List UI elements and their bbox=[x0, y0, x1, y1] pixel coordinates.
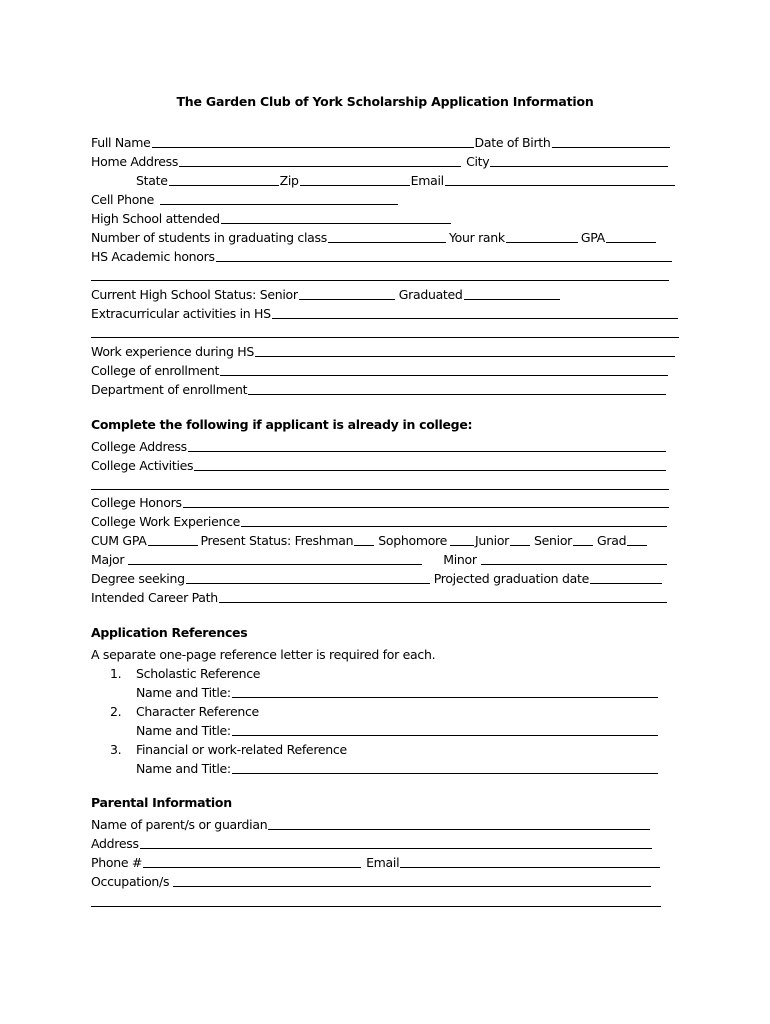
freshman-field[interactable] bbox=[354, 533, 374, 546]
state-label: State bbox=[136, 173, 168, 188]
junior-label: Junior bbox=[475, 533, 510, 548]
parent-phone-field[interactable] bbox=[143, 855, 361, 868]
career-path-label: Intended Career Path bbox=[91, 590, 218, 605]
references-heading: Application References bbox=[91, 625, 248, 640]
grad-label: Grad bbox=[597, 533, 627, 548]
college-honors-field[interactable] bbox=[183, 495, 669, 508]
grad-field[interactable] bbox=[627, 533, 647, 546]
home-address-label: Home Address bbox=[91, 154, 179, 169]
gpa-field[interactable] bbox=[606, 230, 656, 243]
cell-phone-label: Cell Phone bbox=[91, 192, 155, 207]
parent-occupation-continuation-line[interactable] bbox=[91, 906, 661, 907]
reference-1-name-field[interactable] bbox=[232, 685, 658, 698]
college-honors-label: College Honors bbox=[91, 495, 182, 510]
college-enrollment-row bbox=[91, 359, 669, 378]
minor-label: Minor bbox=[443, 552, 477, 567]
parent-occupation-field[interactable] bbox=[173, 874, 651, 887]
college-address-row bbox=[91, 435, 667, 454]
extracurricular-field[interactable] bbox=[272, 306, 678, 319]
college-activities-label: College Activities bbox=[91, 458, 194, 473]
reference-1-label: Scholastic Reference bbox=[136, 666, 261, 681]
city-label: City bbox=[466, 154, 490, 169]
reference-3-number: 3. bbox=[110, 742, 122, 757]
parent-address-field[interactable] bbox=[140, 836, 652, 849]
major-label: Major bbox=[91, 552, 125, 567]
reference-3 bbox=[110, 738, 347, 757]
hs-status-row bbox=[91, 283, 561, 302]
parent-name-label: Name of parent/s or guardian bbox=[91, 817, 268, 832]
num-students-label: Number of students in graduating class bbox=[91, 230, 327, 245]
college-work-field[interactable] bbox=[241, 514, 667, 527]
parent-occupation-label: Occupation/s bbox=[91, 874, 170, 889]
zip-label: Zip bbox=[279, 173, 299, 188]
email-label: Email bbox=[410, 173, 444, 188]
projected-graduation-label: Projected graduation date bbox=[433, 571, 589, 586]
parent-name-row bbox=[91, 813, 651, 832]
sophomore-field[interactable] bbox=[450, 533, 474, 546]
sophomore-label: Sophomore bbox=[378, 533, 448, 548]
college-address-field[interactable] bbox=[188, 439, 666, 452]
zip-field[interactable] bbox=[300, 173, 410, 186]
city-field[interactable] bbox=[490, 154, 668, 167]
degree-seeking-field[interactable] bbox=[186, 571, 430, 584]
college-address-label: College Address bbox=[91, 439, 187, 454]
college-activities-field[interactable] bbox=[194, 458, 666, 471]
college-work-row bbox=[91, 510, 668, 529]
state-field[interactable] bbox=[169, 173, 279, 186]
parent-occupation-row bbox=[91, 870, 652, 889]
extracurricular-row bbox=[91, 302, 679, 321]
college-activities-continuation-line[interactable] bbox=[91, 489, 669, 490]
department-enrollment-label: Department of enrollment bbox=[91, 382, 248, 397]
college-enrollment-field[interactable] bbox=[220, 363, 668, 376]
date-of-birth-label: Date of Birth bbox=[474, 135, 551, 150]
high-school-row bbox=[91, 207, 452, 226]
reference-3-name-label: Name and Title: bbox=[136, 761, 231, 776]
graduated-field[interactable] bbox=[464, 287, 560, 300]
hs-honors-row bbox=[91, 245, 673, 264]
num-students-field[interactable] bbox=[328, 230, 446, 243]
full-name-field[interactable] bbox=[152, 135, 474, 148]
department-enrollment-field[interactable] bbox=[248, 382, 666, 395]
college-enrollment-label: College of enrollment bbox=[91, 363, 220, 378]
extracurricular-label: Extracurricular activities in HS bbox=[91, 306, 271, 321]
degree-seeking-label: Degree seeking bbox=[91, 571, 185, 586]
junior-field[interactable] bbox=[510, 533, 530, 546]
reference-3-name-row bbox=[136, 757, 659, 776]
cell-phone-row bbox=[91, 188, 399, 207]
form-title: The Garden Club of York Scholarship Application Information bbox=[176, 94, 594, 109]
work-experience-field[interactable] bbox=[255, 344, 675, 357]
parental-heading: Parental Information bbox=[91, 795, 232, 810]
present-status-row bbox=[91, 529, 648, 548]
full-name-label: Full Name bbox=[91, 135, 151, 150]
minor-field[interactable] bbox=[481, 552, 667, 565]
senior-label: Senior bbox=[534, 533, 573, 548]
home-address-field[interactable] bbox=[179, 154, 461, 167]
references-note-text: A separate one-page reference letter is required for each. bbox=[91, 647, 436, 662]
hs-status-label: Current High School Status: Senior bbox=[91, 287, 298, 302]
class-rank-row bbox=[91, 226, 657, 245]
hs-senior-field[interactable] bbox=[299, 287, 395, 300]
your-rank-label: Your rank bbox=[448, 230, 505, 245]
work-experience-row bbox=[91, 340, 676, 359]
email-field[interactable] bbox=[445, 173, 675, 186]
hs-honors-label: HS Academic honors bbox=[91, 249, 215, 264]
reference-1 bbox=[110, 662, 260, 681]
state-zip-email-row bbox=[136, 169, 676, 188]
parent-name-field[interactable] bbox=[268, 817, 650, 830]
reference-2-name-field[interactable] bbox=[232, 723, 658, 736]
references-note bbox=[91, 643, 435, 662]
your-rank-field[interactable] bbox=[506, 230, 578, 243]
home-address-row bbox=[91, 150, 669, 169]
college-section-heading: Complete the following if applicant is already in college: bbox=[91, 417, 473, 432]
reference-1-name-row bbox=[136, 681, 659, 700]
projected-graduation-field[interactable] bbox=[590, 571, 662, 584]
parent-phone-label: Phone # bbox=[91, 855, 143, 870]
college-work-label: College Work Experience bbox=[91, 514, 241, 529]
extracurricular-continuation-line[interactable] bbox=[91, 337, 679, 338]
present-status-label: Present Status: Freshman bbox=[200, 533, 354, 548]
cell-phone-field[interactable] bbox=[160, 192, 398, 205]
department-enrollment-row bbox=[91, 378, 667, 397]
gpa-label: GPA bbox=[580, 230, 605, 245]
cum-gpa-field[interactable] bbox=[148, 533, 198, 546]
reference-3-name-field[interactable] bbox=[232, 761, 658, 774]
full-name-row bbox=[91, 131, 671, 150]
hs-honors-field[interactable] bbox=[216, 249, 672, 262]
degree-row bbox=[91, 567, 663, 586]
senior-field[interactable] bbox=[573, 533, 593, 546]
career-path-field[interactable] bbox=[219, 590, 667, 603]
cum-gpa-label: CUM GPA bbox=[91, 533, 147, 548]
reference-2-number: 2. bbox=[110, 704, 122, 719]
major-field[interactable] bbox=[128, 552, 422, 565]
reference-1-number: 1. bbox=[110, 666, 122, 681]
major-minor-row bbox=[91, 548, 668, 567]
reference-3-label: Financial or work-related Reference bbox=[136, 742, 347, 757]
graduated-label: Graduated bbox=[398, 287, 463, 302]
high-school-label: High School attended bbox=[91, 211, 220, 226]
parent-email-field[interactable] bbox=[400, 855, 660, 868]
reference-2-name-row bbox=[136, 719, 659, 738]
reference-2-label: Character Reference bbox=[136, 704, 259, 719]
college-activities-row bbox=[91, 454, 667, 473]
reference-1-name-label: Name and Title: bbox=[136, 685, 231, 700]
career-path-row bbox=[91, 586, 668, 605]
parent-address-label: Address bbox=[91, 836, 139, 851]
parent-phone-email-row bbox=[91, 851, 661, 870]
college-honors-row bbox=[91, 491, 670, 510]
reference-2-name-label: Name and Title: bbox=[136, 723, 231, 738]
work-experience-label: Work experience during HS bbox=[91, 344, 255, 359]
parent-email-label: Email bbox=[366, 855, 400, 870]
high-school-field[interactable] bbox=[221, 211, 451, 224]
reference-2 bbox=[110, 700, 259, 719]
date-of-birth-field[interactable] bbox=[552, 135, 670, 148]
hs-honors-continuation-line[interactable] bbox=[91, 280, 669, 281]
parent-address-row bbox=[91, 832, 653, 851]
